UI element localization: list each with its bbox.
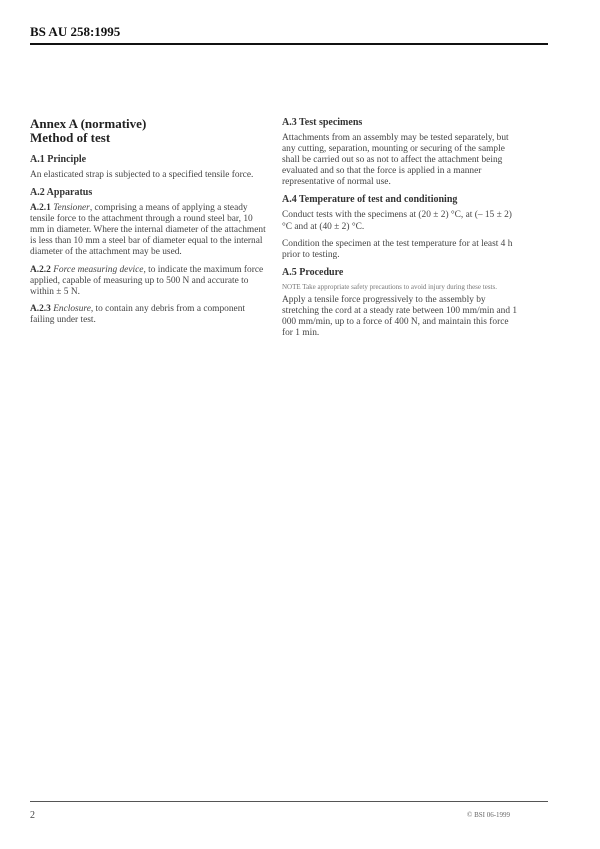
section-a5-text: Apply a tensile force progressively to the assembly by stretching the cord at a steady rate between 100 mm/min and 1 000 mm/min, up to a force of 400 N, and maintain this force for 1 min. <box>282 294 518 339</box>
right-column <box>282 117 520 345</box>
annex-title-line1: Annex A (normative) <box>30 116 147 131</box>
header-rule <box>30 43 548 45</box>
clause-a21 <box>30 203 268 258</box>
annex-title <box>30 117 268 145</box>
section-a3-text: Attachments from an assembly may be tested separately, but any cutting, separation, mounting or securing of the sample shall be carried out so as not to affect the attachment being evaluated and so that the force is applied in a manner representative of normal use. <box>282 133 509 188</box>
clause-a21-number: A.2.1 <box>30 203 51 214</box>
document-id: BS AU 258:1995 <box>30 24 121 39</box>
left-column <box>30 117 268 332</box>
clause-a23-text: , to contain any debris from a component failing under test. <box>30 303 245 325</box>
annex-title-line2: Method of test <box>30 130 111 145</box>
clause-a23-term: Enclosure <box>53 303 91 314</box>
section-a5-heading: A.5 Procedure <box>282 266 344 278</box>
section-a1-text: An elasticated strap is subjected to a specified tensile force. <box>30 170 254 180</box>
section-a5-note: NOTE Take appropriate safety precautions to avoid injury during these tests. <box>282 282 497 291</box>
clause-a21-text: , comprising a means of applying a steady tensile force to the attachment through a round steel bar, 10 mm in diameter. Where the internal diameter of the attachment is less than 10 mm a steel bar of diameter equal to the internal diameter of the attachment may be used. <box>30 203 266 258</box>
clause-a22-number: A.2.2 <box>30 264 51 275</box>
copyright-notice: © BSI 06-1999 <box>467 811 511 819</box>
clause-a21-term: Tensioner <box>53 203 90 214</box>
section-a4-text2: Condition the specimen at the test temperature for at least 4 h prior to testing. <box>282 238 513 260</box>
section-a3-heading: A.3 Test specimens <box>282 117 363 128</box>
section-a1-heading: A.1 Principle <box>30 154 87 165</box>
clause-a23 <box>30 304 268 326</box>
section-a2-heading: A.2 Apparatus <box>30 187 93 199</box>
clause-a23-number: A.2.3 <box>30 303 51 314</box>
section-a4-text1: Conduct tests with the specimens at (20 ± 2) °C, at (– 15 ± 2) °C and at (40 ± 2) °C. <box>282 210 512 232</box>
page-number: 2 <box>30 810 35 821</box>
section-a4-heading: A.4 Temperature of test and conditioning <box>282 194 458 206</box>
clause-a22 <box>30 265 268 298</box>
footer-rule <box>30 801 548 802</box>
clause-a22-term: Force measuring device <box>53 264 144 275</box>
clause-a22-text: , to indicate the maximum force applied, capable of measuring up to 500 N and accurate to within ± 5 N. <box>30 264 264 297</box>
